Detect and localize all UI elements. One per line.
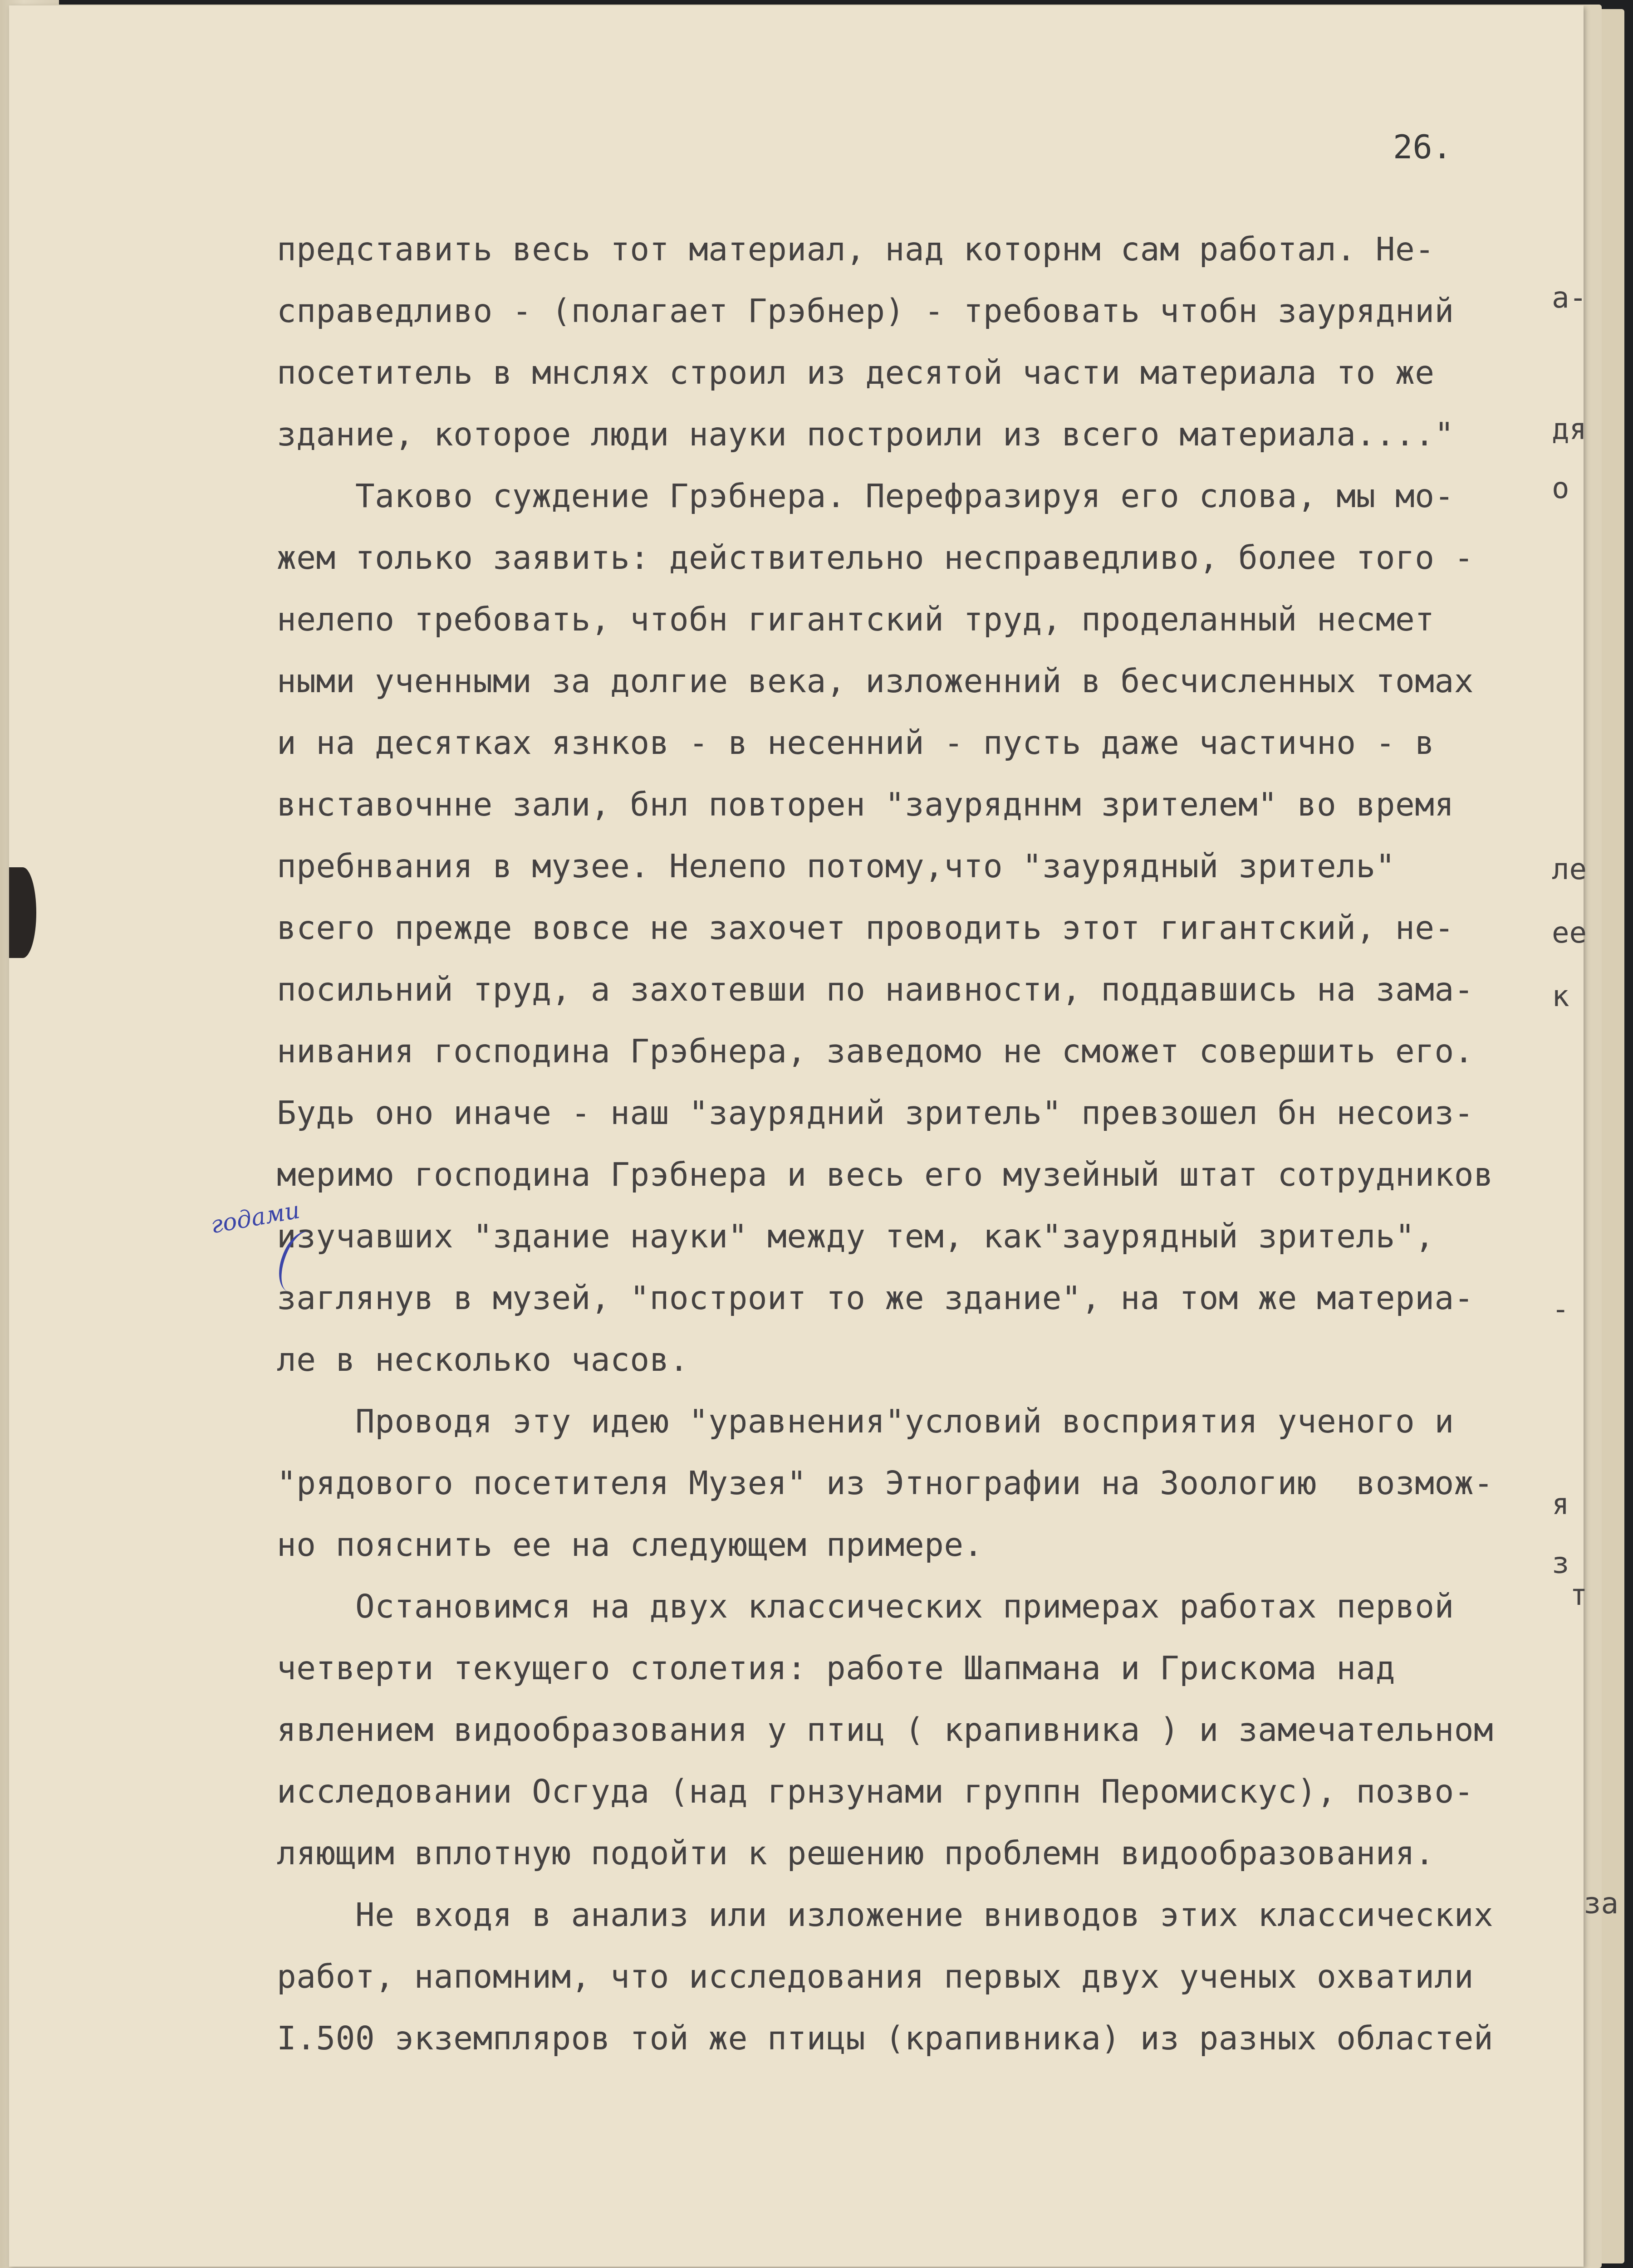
next-sheet-fragment: т — [1570, 1579, 1588, 1612]
next-sheet-fragment: - — [1552, 1293, 1569, 1326]
text-line: заглянув в музей, "построит то же здание", на том же материа- — [277, 1279, 1474, 1317]
text-line: ле в несколько часов. — [277, 1341, 689, 1378]
text-line: посильний труд, а захотевши по наивности, поддавшись на зама- — [277, 971, 1474, 1008]
text-line: Не входя в анализ или изложение вниводов этих классических — [277, 1896, 1494, 1934]
next-sheet-fragment: ее — [1552, 916, 1587, 950]
text-line: "рядового посетителя Музея" из Этнографии на Зоологию возмож- — [277, 1464, 1494, 1502]
body-text — [277, 219, 1593, 2069]
text-line: но пояснить ее на следующем примере. — [277, 1526, 983, 1564]
next-sheet-fragment: дя — [1552, 413, 1587, 446]
text-line: Будь оно иначе - наш "заурядний зритель" превзошел бн несоиз- — [277, 1094, 1474, 1132]
text-line: изучавших "здание науки" между тем, как"заурядный зритель", — [277, 1217, 1435, 1255]
text-line: Остановимся на двух классических примерах работах первой — [277, 1588, 1454, 1625]
text-line: представить весь тот материал, над которнм сам работал. Не- — [277, 230, 1435, 268]
text-line: всего прежде вовсе не захочет проводить этот гигантский, не- — [277, 909, 1454, 947]
text-line: справедливо - (полагает Грэбнер) - требовать чтобн заурядний — [277, 292, 1454, 330]
text-line: пребнвания в музее. Нелепо потому,что "заурядный зритель" — [277, 847, 1395, 885]
text-line: нелепо требовать, чтобн гигантский труд, проделанный несмет — [277, 601, 1435, 638]
text-line: и на десятках язнков - в несенний - пусть даже частично - в — [277, 724, 1435, 762]
text-line: ными ученными за долгие века, изложенний в бесчисленных томах — [277, 662, 1474, 700]
text-line: ляющим вплотную подойти к решению проблемн видообразования. — [277, 1834, 1435, 1872]
text-line: исследовании Осгуда (над грнзунами группн Перомискус), позво- — [277, 1773, 1474, 1810]
text-line: I.500 экземпляров той же птицы (крапивника) из разных областей — [277, 2019, 1494, 2057]
page-number: 26. — [1393, 128, 1452, 166]
text-line: внставочнне зали, бнл повторен "заурядннм зрителем" во время — [277, 786, 1454, 823]
text-line: работ, напомним, что исследования первых двух ученых охватили — [277, 1958, 1474, 1995]
handwritten-margin-note: годами — [208, 1197, 302, 1239]
text-line: нивания господина Грэбнера, заведомо не сможет совершить его. — [277, 1032, 1474, 1070]
punch-hole — [9, 867, 36, 958]
next-sheet-fragment: я — [1552, 1488, 1569, 1521]
text-line: Таково суждение Грэбнера. Перефразируя его слова, мы мо- — [277, 477, 1454, 515]
typewritten-page — [9, 5, 1584, 2267]
text-line: посетитель в мнслях строил из десятой части материала то же — [277, 354, 1435, 391]
next-sheet-fragment: о — [1552, 472, 1569, 505]
text-line: жем только заявить: действительно несправедливо, более того - — [277, 539, 1474, 577]
text-line: явлением видообразования у птиц ( крапивника ) и замечательном — [277, 1711, 1494, 1749]
text-line: четверти текущего столетия: работе Шапмана и Грискома над — [277, 1649, 1395, 1687]
text-line: Проводя эту идею "уравнения"условий восприятия ученого и — [277, 1403, 1454, 1440]
next-sheet-fragment: к — [1552, 980, 1569, 1013]
next-sheet-fragment: з — [1552, 1547, 1569, 1580]
next-sheet-fragment: а- — [1552, 281, 1587, 315]
next-sheet-fragment: за — [1584, 1887, 1619, 1921]
next-sheet-fragment: ле — [1552, 853, 1587, 886]
text-line: меримо господина Грэбнера и весь его музейный штат сотрудников — [277, 1156, 1494, 1193]
text-line: здание, которое люди науки построили из всего материала...." — [277, 415, 1454, 453]
